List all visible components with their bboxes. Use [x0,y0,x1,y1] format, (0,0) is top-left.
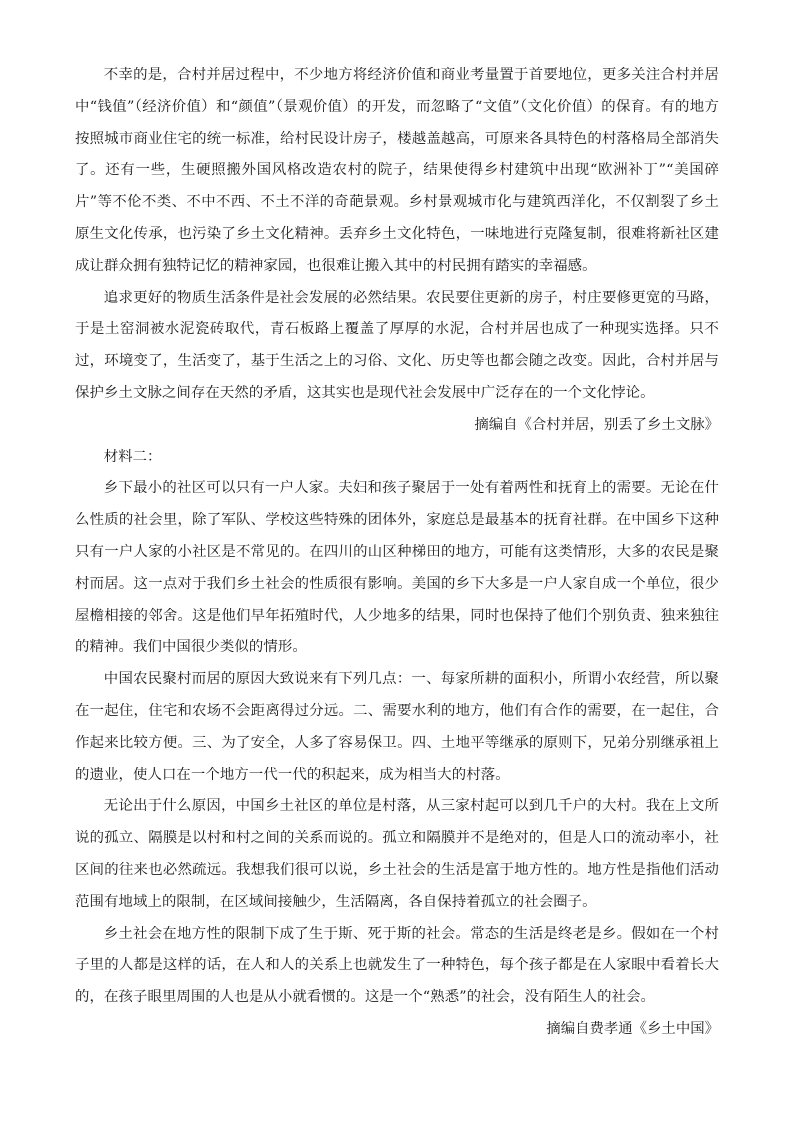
material-two-paragraph-3: 无论出于什么原因，中国乡土社区的单位是村落，从三家村起可以到几千户的大村。我在上文所说的孤立、隔膜是以村和村之间的关系而说的。孤立和隔膜并不是绝对的，但是人口的流动率小，社区间的往来也必然疏远。我想我们很可以说，乡土社会的生活是富于地方性的。地方性是指他们活动范围有地域上的限制，在区域间接触少，生活隔离，各自保持着孤立的社会圈子。 [75,798,719,910]
material-one-paragraph-2: 追求更好的物质生活条件是社会发展的必然结果。农民要住更新的房子，村庄要修更宽的马路，于是土窑洞被水泥瓷砖取代，青石板路上覆盖了厚厚的水泥，合村并居也成了一种现实选择。只不过，环境变了，生活变了，基于生活之上的习俗、文化、历史等也都会随之改变。因此，合村并居与保护乡土文脉之间存在天然的矛盾，这其实也是现代社会发展中广泛存在的一个文化悖论。 [75,289,719,401]
material-two-paragraph-1: 乡下最小的社区可以只有一户人家。夫妇和孩子聚居于一处有着两性和抚育上的需要。无论在什么性质的社会里，除了军队、学校这些特殊的团体外，家庭总是最基本的抚育社群。在中国乡下这种只有一户人家的小社区是不常见的。在四川的山区种梯田的地方，可能有这类情形，大多的农民是聚村而居。这一点对于我们乡土社会的性质很有影响。美国的乡下大多是一户人家自成一个单位，很少屋檐相接的邻舍。这是他们早年拓殖时代，人少地多的结果，同时也保持了他们个别负责、独来独往的精神。我们中国很少类似的情形。 [75,480,719,656]
material-two-source: 摘编自费孝通《乡土中国》 [546,1020,719,1037]
material-two-heading: 材料二： [103,448,162,465]
document-page [75,60,719,1046]
material-one-source: 摘编自《合村并居，别丢了乡土文脉》 [474,416,719,433]
material-one-paragraph-1: 不幸的是，合村并居过程中，不少地方将经济价值和商业考量置于首要地位，更多关注合村并居中“钱值”（经济价值）和“颜值”（景观价值）的开发，而忽略了“文值”（文化价值）的保育。有的地方按照城市商业住宅的统一标准，给村民设计房子，楼越盖越高，可原来各具特色的村落格局全部消失了。还有一些，生硬照搬外国风格改造农村的院子，结果使得乡村建筑中出现“欧洲补丁”“美国碎片”等不伦不类、不中不西、不土不洋的奇葩景观。乡村景观城市化与建筑西洋化，不仅割裂了乡土原生文化传承，也污染了乡土文化精神。丢弃乡土文化特色，一味地进行克隆复制，很难将新社区建成让群众拥有独特记忆的精神家园，也很难让搬入其中的村民拥有踏实的幸福感。 [75,67,719,274]
material-two-paragraph-4: 乡土社会在地方性的限制下成了生于斯、死于斯的社会。常态的生活是终老是乡。假如在一个村子里的人都是这样的话，在人和人的关系上也就发生了一种特色，每个孩子都是在人家眼中看着长大的，在孩子眼里周围的人也是从小就看惯的。这是一个“熟悉”的社会，没有陌生人的社会。 [75,925,719,1006]
material-two-paragraph-2: 中国农民聚村而居的原因大致说来有下列几点：一、每家所耕的面积小，所谓小农经营，所以聚在一起住，住宅和农场不会距离得过分远。二、需要水利的地方，他们有合作的需要，在一起住，合作起来比较方便。三、为了安全，人多了容易保卫。四、土地平等继承的原则下，兄弟分别继承祖上的遗业，使人口在一个地方一代一代的积起来，成为相当大的村落。 [75,671,719,783]
